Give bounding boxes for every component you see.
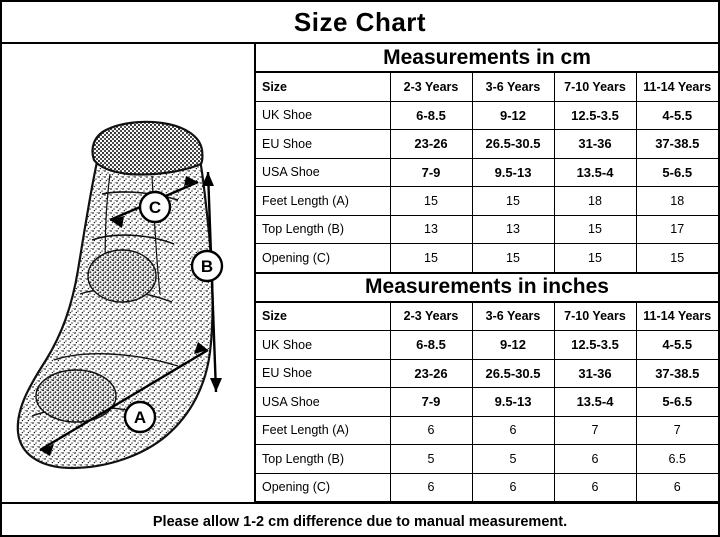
table-row bbox=[256, 130, 718, 159]
marker-a bbox=[125, 402, 155, 432]
cell: 6 bbox=[390, 416, 472, 445]
column-header-7-10: 7-10 Years bbox=[554, 73, 636, 102]
marker-b bbox=[192, 251, 222, 281]
cell: 18 bbox=[636, 187, 718, 216]
cell: 9-12 bbox=[472, 331, 554, 360]
table-row bbox=[256, 158, 718, 187]
cell: 15 bbox=[472, 244, 554, 273]
table-row bbox=[256, 73, 718, 102]
column-header-2-3: 2-3 Years bbox=[390, 302, 472, 331]
cell: 6 bbox=[636, 473, 718, 502]
column-header-3-6: 3-6 Years bbox=[472, 302, 554, 331]
column-header-size: Size bbox=[256, 302, 390, 331]
sock-illustration bbox=[2, 44, 254, 502]
cell: 6.5 bbox=[636, 445, 718, 474]
section-heading-inches-label: Measurements in inches bbox=[365, 275, 609, 298]
footer-note bbox=[2, 502, 718, 537]
cell: 31-36 bbox=[554, 359, 636, 388]
cell: 7 bbox=[554, 416, 636, 445]
table-inches bbox=[256, 302, 718, 503]
cell: 31-36 bbox=[554, 130, 636, 159]
row-label: Feet Length (A) bbox=[256, 187, 390, 216]
cell: 12.5-3.5 bbox=[554, 101, 636, 130]
cell: 13 bbox=[390, 215, 472, 244]
section-heading-cm bbox=[256, 44, 718, 72]
row-label: Top Length (B) bbox=[256, 215, 390, 244]
row-label: Opening (C) bbox=[256, 244, 390, 273]
cell: 6 bbox=[472, 473, 554, 502]
cell: 18 bbox=[554, 187, 636, 216]
cell: 9.5-13 bbox=[472, 388, 554, 417]
cell: 15 bbox=[390, 244, 472, 273]
cell: 6 bbox=[554, 473, 636, 502]
cell: 13.5-4 bbox=[554, 388, 636, 417]
row-label: USA Shoe bbox=[256, 158, 390, 187]
cell: 15 bbox=[472, 187, 554, 216]
table-row bbox=[256, 101, 718, 130]
cell: 5-6.5 bbox=[636, 158, 718, 187]
page-title: Size Chart bbox=[293, 6, 427, 37]
cell: 6 bbox=[390, 473, 472, 502]
cell: 4-5.5 bbox=[636, 101, 718, 130]
cell: 23-26 bbox=[390, 359, 472, 388]
table-row bbox=[256, 302, 718, 331]
product-figure bbox=[2, 44, 256, 502]
section-heading-cm-label: Measurements in cm bbox=[383, 45, 591, 69]
column-header-7-10: 7-10 Years bbox=[554, 302, 636, 331]
footer-note-text: Please allow 1-2 cm difference due to manual measurement. bbox=[152, 513, 568, 530]
table-row bbox=[256, 215, 718, 244]
cell: 6 bbox=[554, 445, 636, 474]
marker-c bbox=[140, 192, 170, 222]
column-header-11-14: 11-14 Years bbox=[636, 302, 718, 331]
svg-text:B: B bbox=[200, 257, 214, 276]
table-row bbox=[256, 331, 718, 360]
cell: 6 bbox=[472, 416, 554, 445]
cell: 23-26 bbox=[390, 130, 472, 159]
row-label: Feet Length (A) bbox=[256, 416, 390, 445]
table-row bbox=[256, 359, 718, 388]
cell: 17 bbox=[636, 215, 718, 244]
column-header-11-14: 11-14 Years bbox=[636, 73, 718, 102]
cell: 7 bbox=[636, 416, 718, 445]
column-header-size: Size bbox=[256, 73, 390, 102]
cell: 15 bbox=[390, 187, 472, 216]
cell: 5 bbox=[472, 445, 554, 474]
row-label: USA Shoe bbox=[256, 388, 390, 417]
row-label: Top Length (B) bbox=[256, 445, 390, 474]
cell: 13 bbox=[472, 215, 554, 244]
cell: 26.5-30.5 bbox=[472, 359, 554, 388]
svg-text:A: A bbox=[133, 408, 147, 427]
row-label: UK Shoe bbox=[256, 331, 390, 360]
cell: 15 bbox=[554, 215, 636, 244]
cell: 4-5.5 bbox=[636, 331, 718, 360]
table-row bbox=[256, 388, 718, 417]
table-row bbox=[256, 244, 718, 273]
svg-text:C: C bbox=[148, 198, 162, 217]
cell: 9-12 bbox=[472, 101, 554, 130]
cell: 5-6.5 bbox=[636, 388, 718, 417]
cell: 37-38.5 bbox=[636, 130, 718, 159]
cell: 9.5-13 bbox=[472, 158, 554, 187]
sock-shape bbox=[18, 122, 213, 468]
measurement-tables bbox=[256, 44, 718, 502]
cell: 7-9 bbox=[390, 158, 472, 187]
chart-body bbox=[2, 44, 718, 502]
cell: 5 bbox=[390, 445, 472, 474]
cell: 12.5-3.5 bbox=[554, 331, 636, 360]
cell: 37-38.5 bbox=[636, 359, 718, 388]
row-label: UK Shoe bbox=[256, 101, 390, 130]
title-bar bbox=[2, 2, 718, 44]
cell: 15 bbox=[636, 244, 718, 273]
table-row bbox=[256, 445, 718, 474]
table-row bbox=[256, 187, 718, 216]
row-label: Opening (C) bbox=[256, 473, 390, 502]
cell: 6-8.5 bbox=[390, 331, 472, 360]
row-label: EU Shoe bbox=[256, 359, 390, 388]
cell: 13.5-4 bbox=[554, 158, 636, 187]
cell: 6-8.5 bbox=[390, 101, 472, 130]
row-label: EU Shoe bbox=[256, 130, 390, 159]
cell: 7-9 bbox=[390, 388, 472, 417]
section-heading-inches bbox=[256, 273, 718, 302]
cell: 26.5-30.5 bbox=[472, 130, 554, 159]
column-header-2-3: 2-3 Years bbox=[390, 73, 472, 102]
table-row bbox=[256, 473, 718, 502]
table-cm bbox=[256, 72, 718, 273]
column-header-3-6: 3-6 Years bbox=[472, 73, 554, 102]
table-row bbox=[256, 416, 718, 445]
cell: 15 bbox=[554, 244, 636, 273]
